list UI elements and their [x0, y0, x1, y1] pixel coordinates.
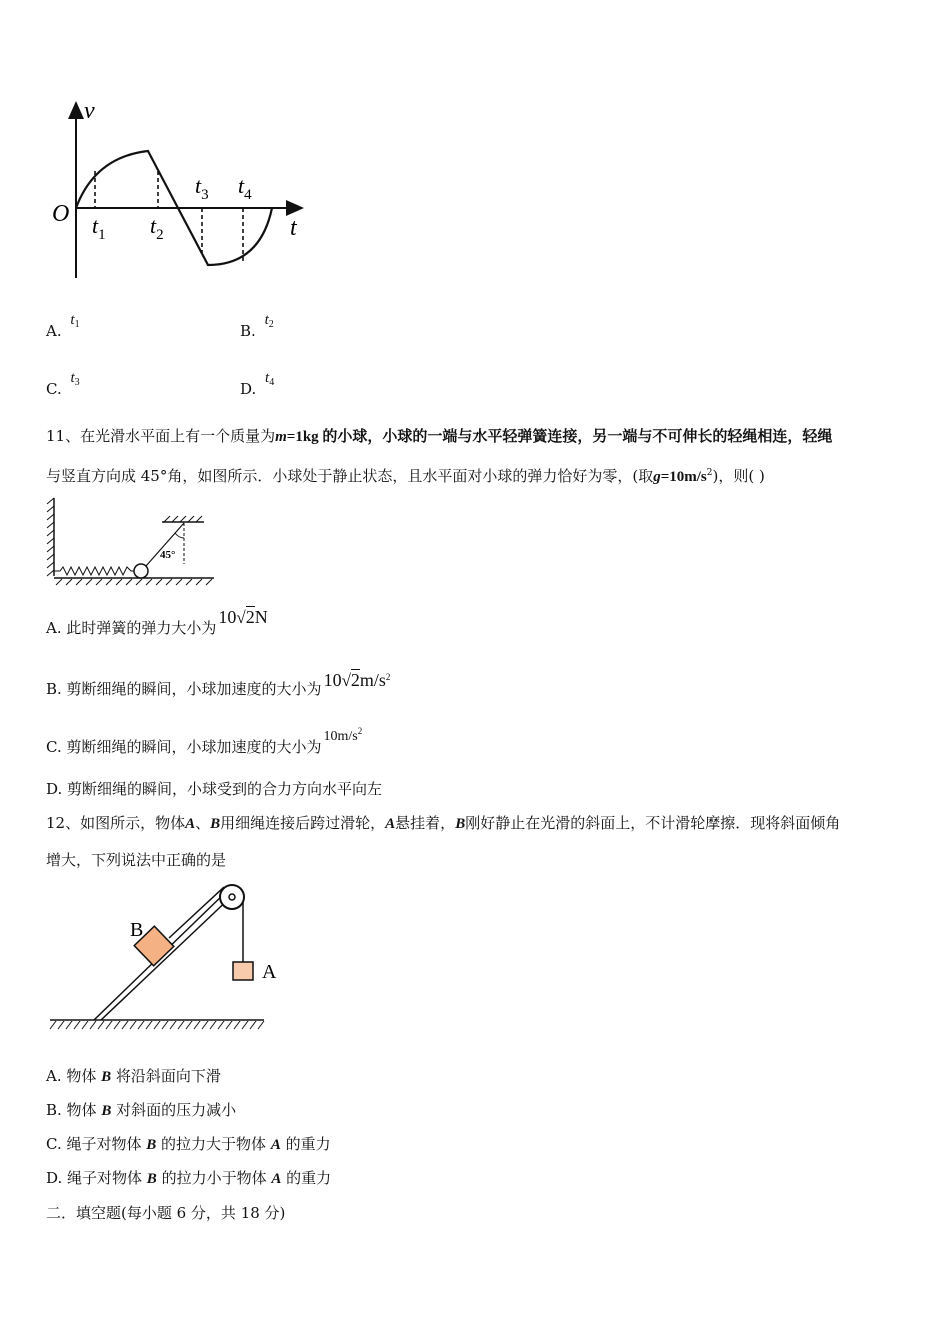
- q12-option-c[interactable]: C. 绳子对物体 B 的拉力大于物体 A 的重力: [46, 1135, 331, 1153]
- q12-stem-line1: 12、如图所示，物体A、B用细绳连接后跨过滑轮，A悬挂着，B刚好静止在光滑的斜面上，不计滑轮摩擦．现将斜面倾角: [46, 814, 841, 832]
- t1-label: $t_1$: [92, 213, 106, 243]
- q12-option-b[interactable]: B. 物体 B 对斜面的压力减小: [46, 1101, 237, 1119]
- spring-ball-figure: [44, 494, 224, 590]
- q11-stem-line2: 与竖直方向成 45°角，如图所示．小球处于静止状态，且水平面对小球的弹力恰好为零，(取$g=10m/s^2$)，则( ): [46, 467, 765, 485]
- incline-pulley-figure: [44, 878, 277, 1036]
- q11-option-c[interactable]: C. 剪断细绳的瞬间，小球加速度的大小为$10m/s^2$: [46, 726, 363, 756]
- q10-option-c[interactable]: C. $t_3$: [46, 370, 80, 398]
- ball: [134, 564, 148, 578]
- velocity-time-graph: [40, 95, 320, 290]
- block-b-label: B: [130, 919, 144, 941]
- q10-option-a[interactable]: A. $t_1$: [46, 312, 80, 340]
- q10-option-d[interactable]: D. $t_4$: [240, 370, 275, 398]
- section-2-heading: 二．填空题(每小题 6 分，共 18 分): [46, 1204, 286, 1222]
- t2-label: $t_2$: [150, 213, 164, 243]
- q11-option-b[interactable]: B. 剪断细绳的瞬间，小球加速度的大小为 $10√2m/s^2$: [46, 670, 391, 698]
- v-axis-label: v: [84, 98, 95, 124]
- block-a-label: A: [262, 961, 277, 983]
- angle-label: 45°: [160, 549, 176, 561]
- t-axis-label: t: [290, 215, 297, 241]
- spring: [54, 567, 134, 575]
- q11-option-a[interactable]: A. 此时弹簧的弹力大小为10√2N: [46, 607, 268, 637]
- block-a: [233, 962, 253, 980]
- q11-option-d[interactable]: D. 剪断细绳的瞬间，小球受到的合力方向水平向左: [46, 780, 383, 798]
- t4-label: $t_4$: [238, 173, 252, 203]
- origin-label: O: [52, 201, 70, 227]
- q12-option-a[interactable]: A. 物体 B 将沿斜面向下滑: [46, 1067, 221, 1085]
- q12-stem-line2: 增大，下列说法中正确的是: [46, 851, 227, 869]
- q11-stem-line1: 11、在光滑水平面上有一个质量为m=1kg 的小球，小球的一端与水平轻弹簧连接，另一端与不可伸长的轻绳相连，轻绳: [46, 427, 833, 445]
- q10-option-b[interactable]: B. $t_2$: [240, 312, 274, 340]
- q12-option-d[interactable]: D. 绳子对物体 B 的拉力小于物体 A 的重力: [46, 1169, 332, 1187]
- t3-label: $t_3$: [195, 173, 209, 203]
